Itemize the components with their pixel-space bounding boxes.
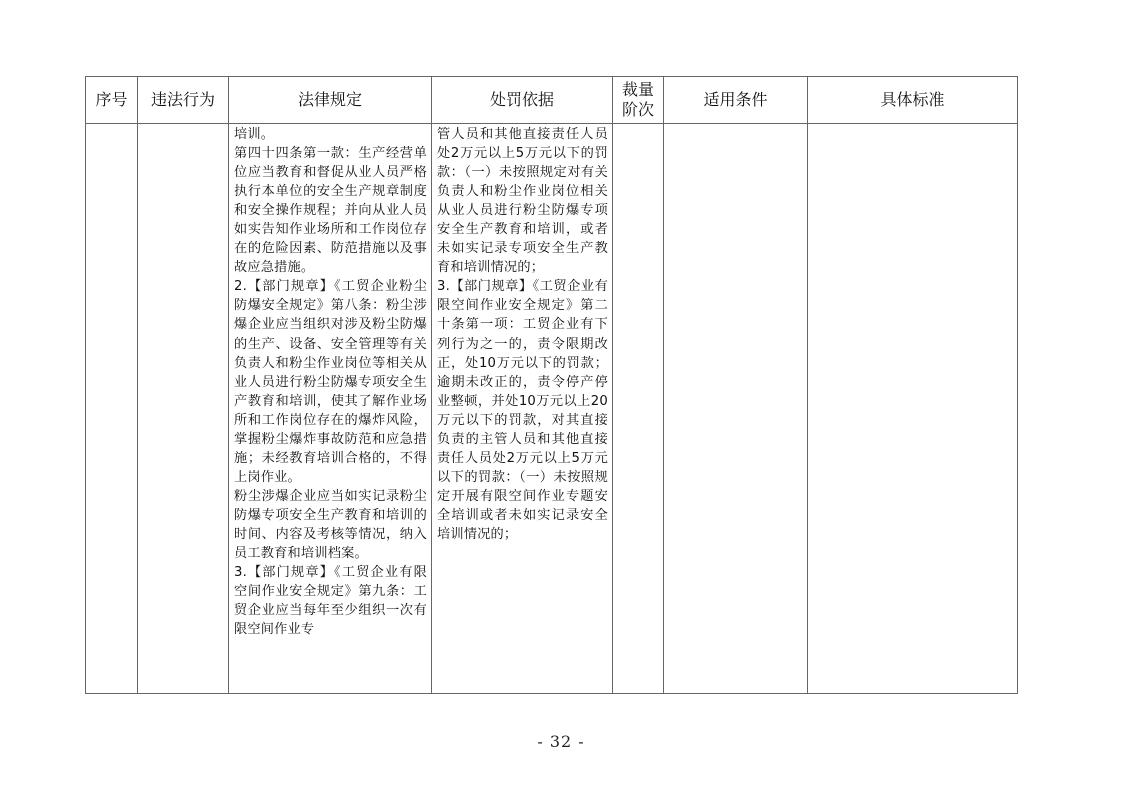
table-row [86,124,1018,694]
header-violation: 违法行为 [138,77,229,124]
legal-provision-paragraph: 3.【部门规章】《工贸企业有限空间作业安全规定》第九条：工贸企业应当每年至少组织一次有限空间作业专 [234,565,427,638]
header-penalty-basis: 处罚依据 [432,77,613,124]
cell-specific-standards [808,124,1018,694]
header-legal-provision: 法律规定 [229,77,432,124]
header-discretion-level [613,77,664,124]
cell-violation [138,124,229,694]
cell-index [86,124,138,694]
cell-applicable-conditions [664,124,808,694]
legal-provision-paragraph: 2.【部门规章】《工贸企业粉尘防爆安全规定》第八条：粉尘涉爆企业应当组织对涉及粉尘防爆的生产、设备、安全管理等有关负责人和粉尘作业岗位等相关从业人员进行粉尘防爆专项安全生产教育和培训，使其了解作业场所和工作岗位存在的爆炸风险，掌握粉尘爆炸事故防范和应急措施；未经教育培训合格的，不得上岗作业。 [234,279,427,485]
penalty-standards-table [85,76,1018,694]
penalty-basis-paragraph: 管人员和其他直接责任人员处2万元以上5万元以下的罚款：（一）未按照规定对有关负责人和粉尘作业岗位相关从业人员进行粉尘防爆专项安全生产教育和培训，或者未如实记录专项安全生产教育和培训情况的； [437,127,608,276]
legal-provision-paragraph: 培训。 [234,127,275,142]
page-number: - 32 - [537,732,585,751]
cell-discretion-level [613,124,664,694]
cell-legal-provision [229,124,432,694]
legal-provision-text [229,124,431,639]
header-discretion-level-text: 裁量阶次 [621,80,654,119]
header-applicable-conditions: 适用条件 [664,77,808,124]
legal-provision-paragraph: 第四十四条第一款：生产经营单位应当教育和督促从业人员严格执行本单位的安全生产规章制度和安全操作规程；并向从业人员如实告知作业场所和工作岗位存在的危险因素、防范措施以及事故应急措施。 [234,146,427,276]
penalty-basis-paragraph: 3.【部门规章】《工贸企业有限空间作业安全规定》第二十条第一项：工贸企业有下列行为之一的，责令限期改正，处10万元以下的罚款；逾期未改正的，责令停产停业整顿，并处10万元以上20万元以下的罚款，对其直接负责的主管人员和其他直接责任人员处2万元以上5万元以下的罚款：（一）未按照规定开展有限空间作业专题安全培训或者未如实记录安全培训情况的； [437,279,608,542]
legal-provision-paragraph: 粉尘涉爆企业应当如实记录粉尘防爆专项安全生产教育和培训的时间、内容及考核等情况，纳入员工教育和培训档案。 [234,488,427,562]
header-specific-standards: 具体标准 [808,77,1018,124]
header-index: 序号 [86,77,138,124]
cell-penalty-basis [432,124,613,694]
penalty-basis-text [432,124,612,544]
header-row [86,77,1018,124]
